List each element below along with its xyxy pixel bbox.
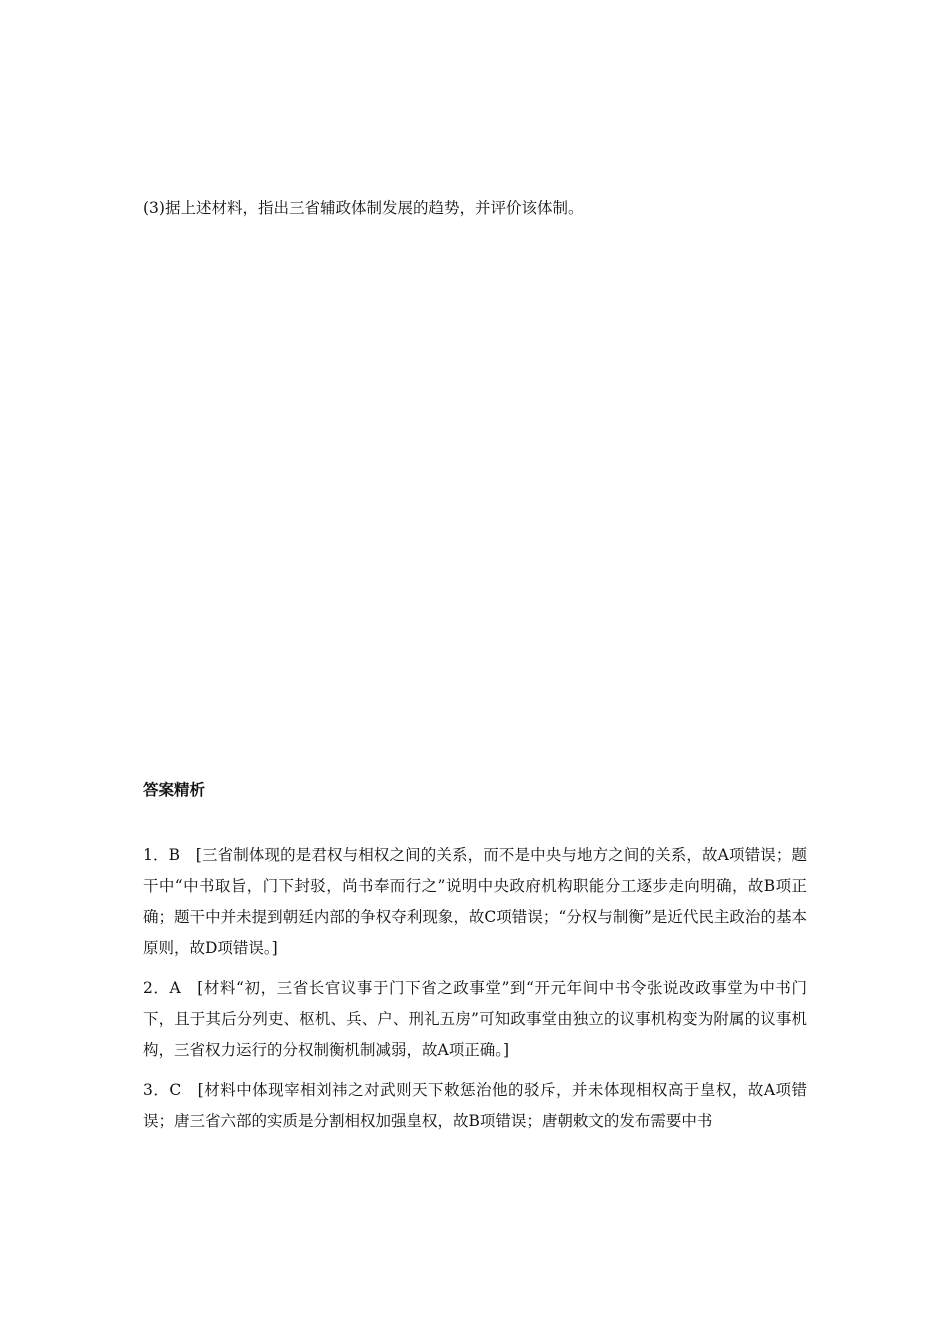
answer-item-3: 3．C [材料中体现宰相刘祎之对武则天下敕惩治他的驳斥，并未体现相权高于皇权，故A项错误；唐三省六部的实质是分割相权加强皇权，故B项错误；唐朝敕文的发布需要中书: [143, 1081, 807, 1130]
question-3-text: (3)据上述材料，指出三省辅政体制发展的趋势，并评价该体制。: [143, 199, 584, 217]
answer-item-1: 1．B [三省制体现的是君权与相权之间的关系，而不是中央与地方之间的关系，故A项错误；题干中“中书取旨，门下封驳，尚书奉而行之”说明中央政府机构职能分工逐步走向明确，故B项正确；题干中并未提到朝廷内部的争权夺利现象，故C项错误；“分权与制衡”是近代民主政治的基本原则，故D项错误。]: [143, 846, 807, 957]
answers-section-title: 答案精析: [143, 781, 206, 799]
answer-item-2: 2．A [材料“初，三省长官议事于门下省之政事堂”到“开元年间中书令张说改政事堂为中书门下，且于其后分列吏、枢机、兵、户、刑礼五房”可知政事堂由独立的议事机构变为附属的议事机构，三省权力运行的分权制衡机制减弱，故A项正确。]: [143, 979, 807, 1059]
answers-list: [143, 840, 807, 1137]
